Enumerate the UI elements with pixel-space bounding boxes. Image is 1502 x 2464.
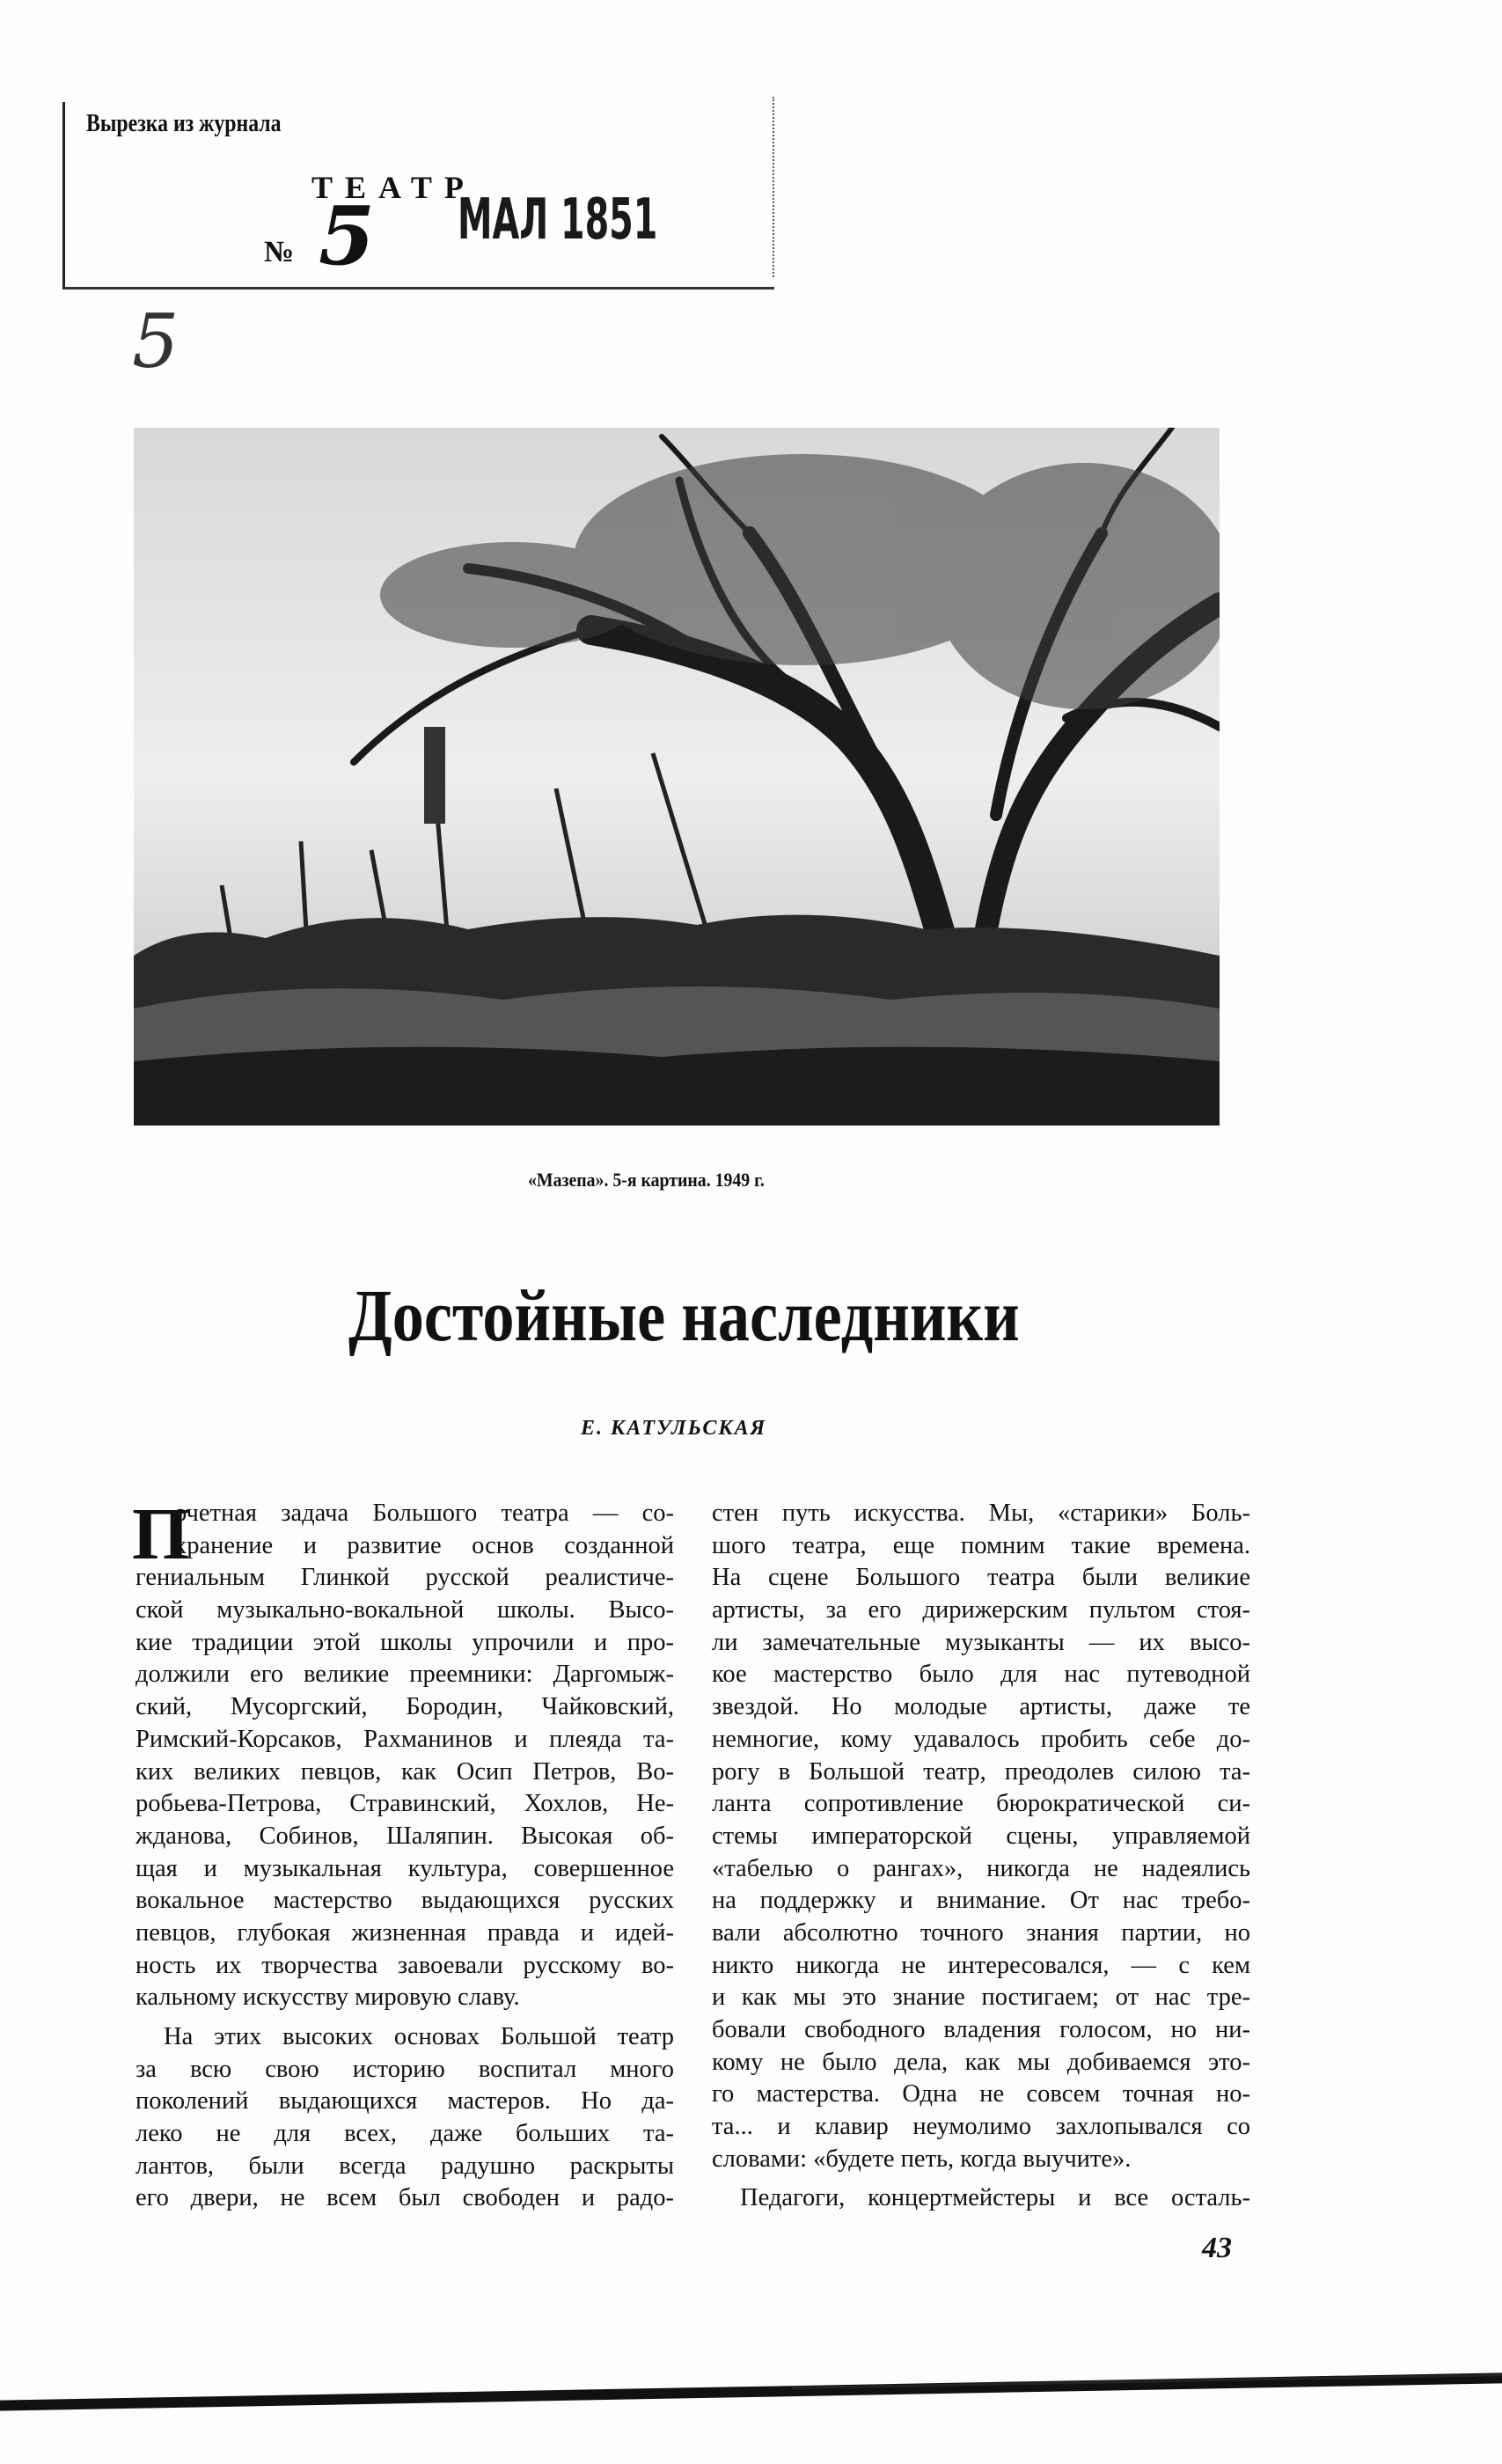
text-line: кие традиции этой школы упрочили и про- [136,1628,674,1656]
text-line: ность их творчества завоевали русскому во- [136,1951,674,1979]
text-line: звездой. Но молодые артисты, даже те [712,1693,1250,1721]
text-line: гениальным Глинкой русской реалистиче- [136,1564,674,1592]
clipping-label: Вырезка из журнала [86,109,282,137]
text-line: певцов, глубокая жизненная правда и идей- [136,1918,674,1947]
text-line: бовали свободного владения голосом, но ни- [712,2016,1250,2043]
text-line: щая и музыкальная культура, совершенное [136,1854,674,1882]
text-line: кальному искусству мировую славу. [136,1984,520,2012]
text-line: кому не было дела, как мы добиваемся это- [712,2048,1250,2076]
text-line: жданова, Собинов, Шаляпин. Высокая об- [136,1822,674,1850]
text-line: Педагоги, концертмейстеры и все осталь- [740,2184,1250,2212]
article-author: Е. КАТУЛЬСКАЯ [581,1417,767,1440]
text-line: Римский-Корсаков, Рахманинов и плеяда та- [136,1725,674,1753]
stage-photo [134,428,1220,1126]
text-line: кое мастерство было для нас путеводной [712,1661,1250,1689]
date-stamp: МАЛ 1851 [458,187,658,253]
issue-sign: № [264,236,295,268]
text-line: артисты, за его дирижерским пультом стоя- [712,1596,1250,1624]
text-line: стен путь искусства. Мы, «старики» Боль- [712,1500,1250,1527]
article-title: Достойные наследники [348,1275,1020,1357]
drop-cap: П [132,1493,190,1575]
clipping-frame-edge [773,97,774,277]
text-line: ский, Мусоргский, Бородин, Чайковский, [136,1693,674,1721]
text-line: ли замечательные музыканты — их высо- [712,1628,1250,1656]
text-line: поколений выдающихся мастеров. Но да- [136,2087,674,2116]
text-line: вали абсолютно точного знания партии, но [712,1918,1250,1947]
text-line: очетная задача Большого театра — со- [174,1500,674,1527]
text-line: ких великих певцов, как Осип Петров, Во- [136,1757,674,1786]
text-line: за всю свою историю воспитал много [136,2055,674,2083]
text-line: никто никогда не интересовался, — с кем [712,1951,1250,1979]
banner [424,727,445,824]
text-line: робьева-Петрова, Стравинский, Хохлов, Не- [136,1790,674,1818]
text-line: та... и клавир неумолимо захлопывался со [712,2113,1250,2141]
text-line: леко не для всех, даже больших та- [136,2120,674,2148]
text-line: ской музыкально-вокальной школы. Высо- [136,1596,674,1624]
text-line: На сцене Большого театра были великие [712,1564,1250,1592]
text-line: ланта сопротивление бюрократической си- [712,1790,1250,1818]
magazine-name: ТЕАТР [311,170,476,205]
left-column [136,1498,674,2215]
page-number: 43 [1202,2232,1232,2264]
text-line: го мастерства. Одна не совсем точная но- [712,2080,1250,2108]
text-line: словами: «будете петь, когда выучите». [712,2145,1132,2173]
text-line: На этих высоких основах Большой театр [164,2023,674,2050]
issue-number: 5 [319,188,376,283]
text-line: и как мы это знание постигаем; от нас тре- [712,1984,1250,2012]
text-line: шого театра, еще помним такие времена. [712,1531,1250,1559]
text-line: рогу в Большой театр, преодолев силою та- [712,1757,1250,1786]
text-line: немногие, кому удавалось пробить себе до- [712,1725,1250,1753]
text-line: «табелью о рангах», никогда не надеялись [712,1854,1250,1882]
text-line: на поддержку и внимание. От нас требо- [712,1887,1250,1915]
text-line: должили его великие преемники: Даргомыж- [136,1661,674,1689]
text-line: стемы императорской сцены, управляемой [712,1822,1250,1850]
right-column [712,1498,1250,2215]
text-line: хранение и развитие основ созданной [174,1531,674,1559]
photo-caption: «Мазепа». 5-я картина. 1949 г. [528,1169,765,1191]
text-line: вокальное мастерство выдающихся русских [136,1887,674,1915]
text-line: его двери, не всем был свободен и радо- [136,2184,674,2212]
text-line: лантов, были всегда радушно раскрыты [136,2152,674,2180]
handwritten-number: 5 [132,298,180,385]
